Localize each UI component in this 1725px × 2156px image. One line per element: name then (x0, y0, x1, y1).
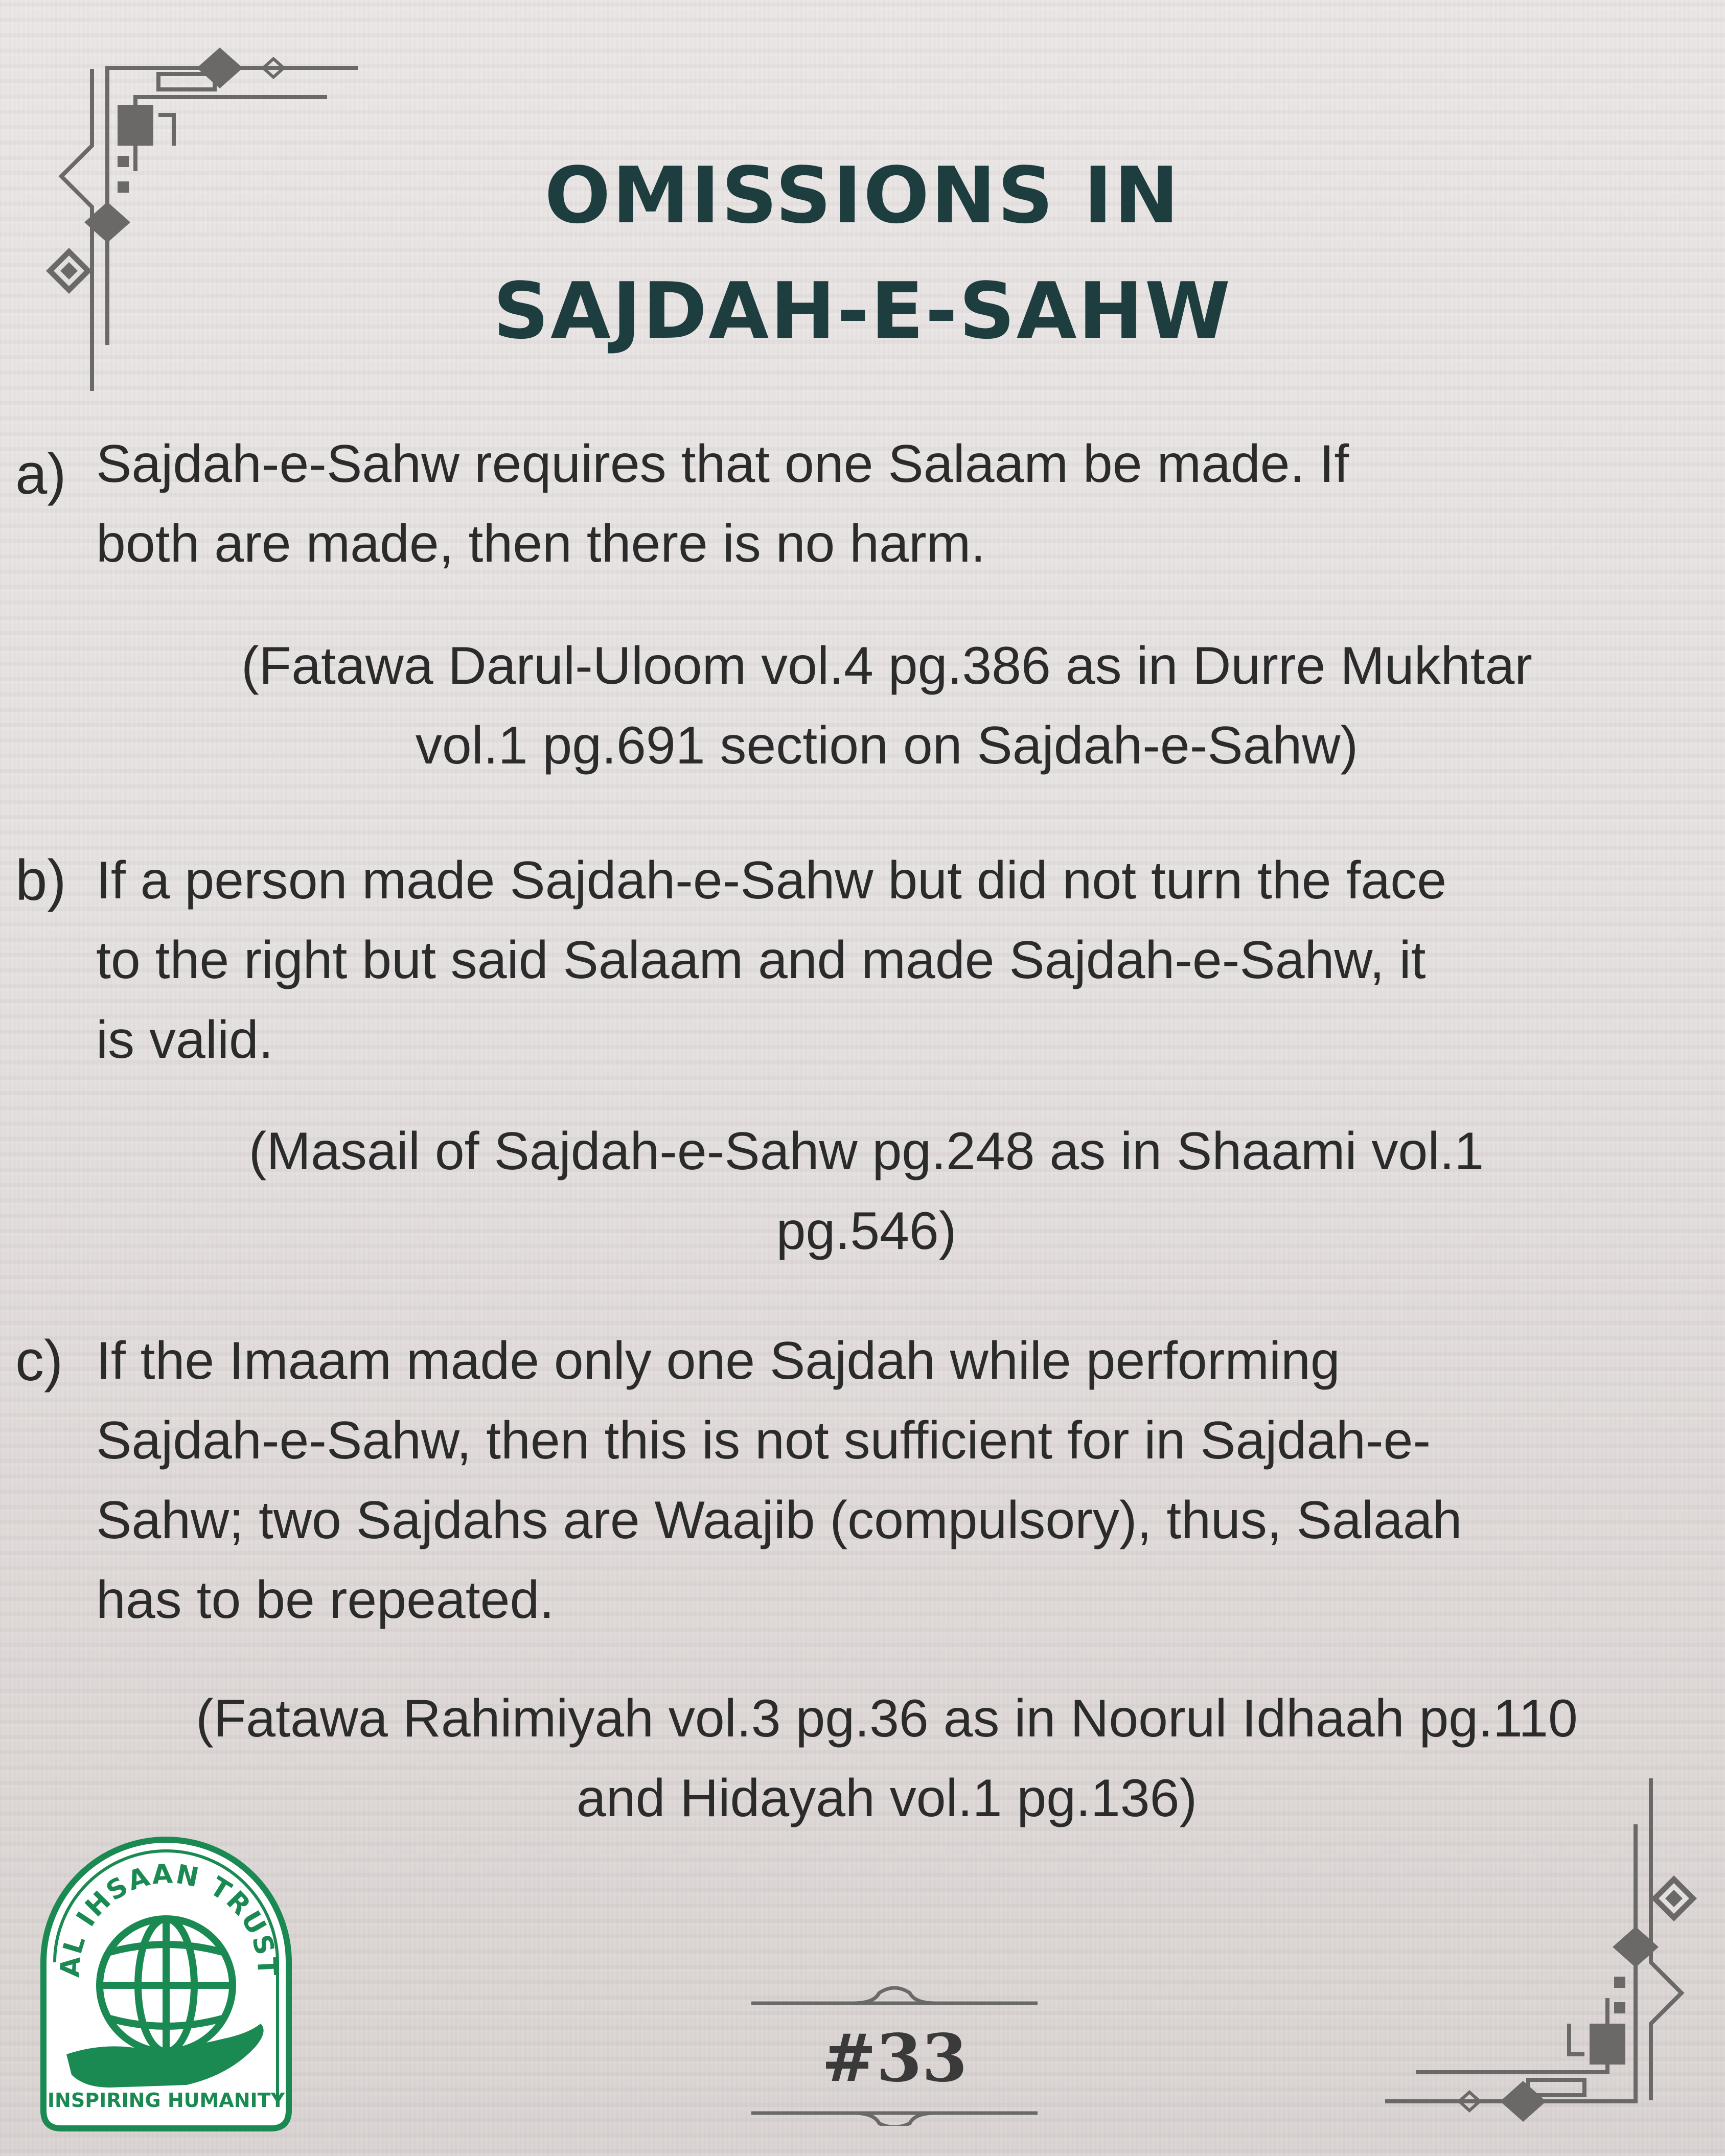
item-text-line: is valid. (96, 1010, 273, 1070)
item-letter: c) (15, 1329, 63, 1393)
title-line-1: OMISSIONS IN (544, 150, 1181, 241)
item-text-line: Sahw; two Sajdahs are Waajib (compulsory), thus, Salaah (96, 1491, 1462, 1550)
item-text-line: If the Imaam made only one Sajdah while performing (96, 1331, 1340, 1390)
reference-line: (Fatawa Rahimiyah vol.3 pg.36 as in Noorul Idhaah pg.110 (196, 1689, 1578, 1748)
logo-tagline: INSPIRING HUMANITY (47, 2089, 285, 2112)
reference-line: and Hidayah vol.1 pg.136) (576, 1769, 1198, 1828)
svg-text:AL IHSAAN TRUST: AL IHSAAN TRUST (55, 1859, 283, 1978)
item-text-line: both are made, then there is no harm. (96, 514, 986, 573)
item-reference (82, 1679, 1692, 1838)
item-reference (115, 1111, 1618, 1271)
item-letter: b) (15, 848, 66, 912)
item-text-line: has to be repeated. (96, 1570, 555, 1630)
item-text-line: to the right but said Salaam and made Sajdah-e-Sahw, it (96, 931, 1426, 990)
item-letter: a) (15, 442, 66, 506)
item-text-line: If a person made Sajdah-e-Sahw but did not turn the face (96, 851, 1447, 910)
page-title (0, 138, 1725, 369)
item-reference (82, 626, 1692, 785)
item-text (96, 424, 1691, 584)
page-number: #33 (821, 2020, 968, 2097)
item-text (96, 841, 1691, 1080)
title-line-2: SAJDAH-E-SAHW (493, 266, 1232, 356)
reference-line: vol.1 pg.691 section on Sajdah-e-Sahw) (415, 716, 1359, 775)
reference-line: (Masail of Sajdah-e-Sahw pg.248 as in Shaami vol.1 (248, 1122, 1484, 1181)
item-text (96, 1321, 1691, 1640)
al-ihsaan-trust-logo (28, 1809, 304, 2136)
item-text-line: Sajdah-e-Sahw requires that one Salaam be made. If (96, 434, 1349, 494)
item-text-line: Sajdah-e-Sahw, then this is not sufficient for in Sajdah-e- (96, 1411, 1431, 1470)
reference-line: (Fatawa Darul-Uloom vol.4 pg.386 as in Durre Mukhtar (241, 636, 1532, 696)
reference-line: pg.546) (776, 1201, 957, 1261)
